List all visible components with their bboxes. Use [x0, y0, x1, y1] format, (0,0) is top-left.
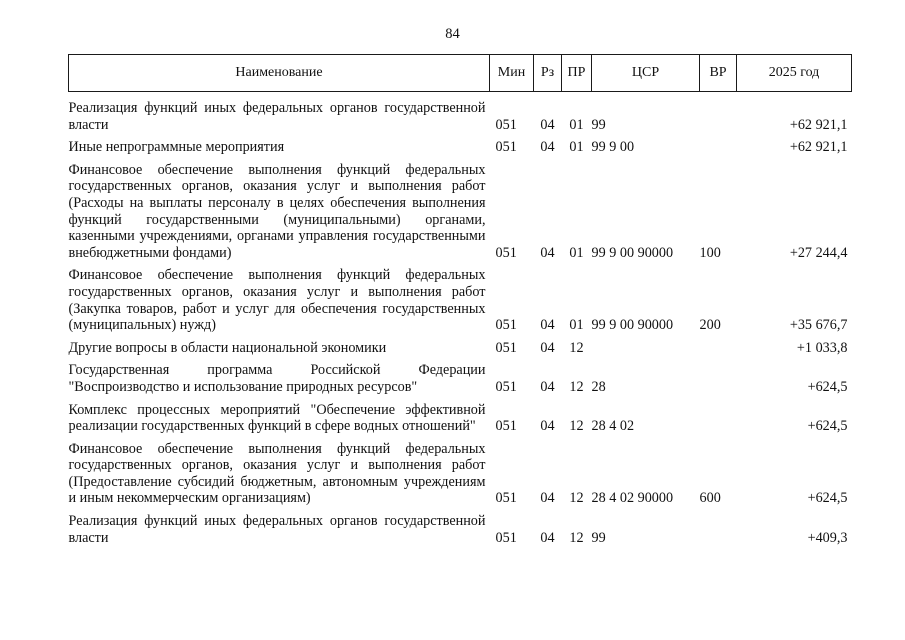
table-row	[69, 340, 852, 363]
row-name: Реализация функций иных федеральных органов государственной власти	[68, 513, 486, 546]
row-pr: 12	[569, 378, 584, 395]
row-name: Государственная программа Российской Федерации "Воспроизводство и использование природных ресурсов"	[68, 362, 486, 395]
header-year: 2025 год	[737, 55, 852, 92]
table-row	[69, 162, 852, 268]
row-pr: 01	[569, 317, 584, 334]
table-header-row	[69, 55, 852, 92]
row-name: Финансовое обеспечение выполнения функций федеральных государственных органов, оказания услуг и выполнения работ (Закупка товаров, работ и услуг для обеспечения государственных (муниципальных) нужд)	[68, 267, 486, 334]
row-amount: +624,5	[807, 378, 848, 395]
row-csr: 99 9 00	[591, 139, 635, 156]
table-row	[69, 362, 852, 401]
row-vr: 100	[699, 244, 721, 261]
row-name: Финансовое обеспечение выполнения функций федеральных государственных органов, оказания услуг и выполнения работ (Предоставление субсидий бюджетным, автономным учреждениям и иным некоммерческим организациям)	[68, 440, 486, 507]
row-vr	[700, 139, 737, 162]
row-min: 051	[495, 490, 517, 507]
row-name: Финансовое обеспечение выполнения функций федеральных государственных органов, оказания услуг и выполнения работ (Расходы на выплаты персоналу в целях обеспечения выполнения функций государственными (муниципальными) органами, казенными учреждениями, органами управления государственными внебюджетными фондами)	[68, 161, 486, 261]
table-row	[69, 513, 852, 552]
row-rz: 04	[540, 418, 555, 435]
row-vr: 200	[699, 317, 721, 334]
row-rz: 04	[540, 244, 555, 261]
row-csr: 99 9 00 90000	[591, 317, 674, 334]
row-rz: 04	[540, 116, 555, 133]
page-number: 84	[445, 26, 460, 42]
table-row	[69, 92, 852, 140]
row-pr: 01	[569, 139, 584, 156]
row-name: Реализация функций иных федеральных органов государственной власти	[68, 100, 486, 133]
budget-table	[68, 54, 852, 552]
row-pr: 01	[569, 116, 584, 133]
row-amount: +624,5	[807, 490, 848, 507]
table-row	[69, 441, 852, 513]
row-rz: 04	[540, 339, 555, 356]
row-min: 051	[495, 244, 517, 261]
row-vr	[700, 402, 737, 441]
row-name: Другие вопросы в области национальной экономики	[68, 339, 387, 356]
row-pr: 01	[569, 244, 584, 261]
row-vr	[700, 362, 737, 401]
row-amount: +62 921,1	[789, 116, 848, 133]
row-amount: +35 676,7	[789, 317, 848, 334]
row-amount: +624,5	[807, 418, 848, 435]
row-csr: 28 4 02 90000	[591, 490, 674, 507]
header-name: Наименование	[69, 55, 490, 92]
header-pr: ПР	[562, 55, 592, 92]
header-csr: ЦСР	[592, 55, 700, 92]
table-row	[69, 267, 852, 339]
header-vr: ВР	[700, 55, 737, 92]
row-min: 051	[495, 139, 517, 156]
row-min: 051	[495, 529, 517, 546]
row-rz: 04	[540, 317, 555, 334]
row-vr: 600	[699, 490, 721, 507]
row-rz: 04	[540, 490, 555, 507]
row-amount: +409,3	[807, 529, 848, 546]
row-vr	[700, 513, 737, 552]
row-csr	[592, 340, 700, 363]
header-min: Мин	[490, 55, 534, 92]
row-rz: 04	[540, 139, 555, 156]
row-pr: 12	[569, 418, 584, 435]
row-min: 051	[495, 418, 517, 435]
row-amount: +62 921,1	[789, 139, 848, 156]
row-name: Комплекс процессных мероприятий "Обеспечение эффективной реализации государственных функций в сфере водных отношений"	[68, 401, 486, 435]
row-csr: 99	[591, 529, 606, 546]
row-pr: 12	[569, 490, 584, 507]
row-amount: +27 244,4	[789, 244, 848, 261]
row-amount: +1 033,8	[796, 339, 848, 356]
row-pr: 12	[569, 529, 584, 546]
row-rz: 04	[540, 529, 555, 546]
row-rz: 04	[540, 378, 555, 395]
row-csr: 28 4 02	[591, 418, 635, 435]
row-vr	[700, 92, 737, 140]
row-min: 051	[495, 378, 517, 395]
row-min: 051	[495, 339, 517, 356]
row-min: 051	[495, 116, 517, 133]
row-csr: 99	[591, 116, 606, 133]
row-csr: 28	[591, 378, 606, 395]
row-csr: 99 9 00 90000	[591, 244, 674, 261]
row-min: 051	[495, 317, 517, 334]
row-pr: 12	[569, 339, 584, 356]
table-row	[69, 139, 852, 162]
row-name: Иные непрограммные мероприятия	[68, 139, 285, 156]
row-vr	[700, 340, 737, 363]
header-rz: Рз	[534, 55, 562, 92]
table-row	[69, 402, 852, 441]
